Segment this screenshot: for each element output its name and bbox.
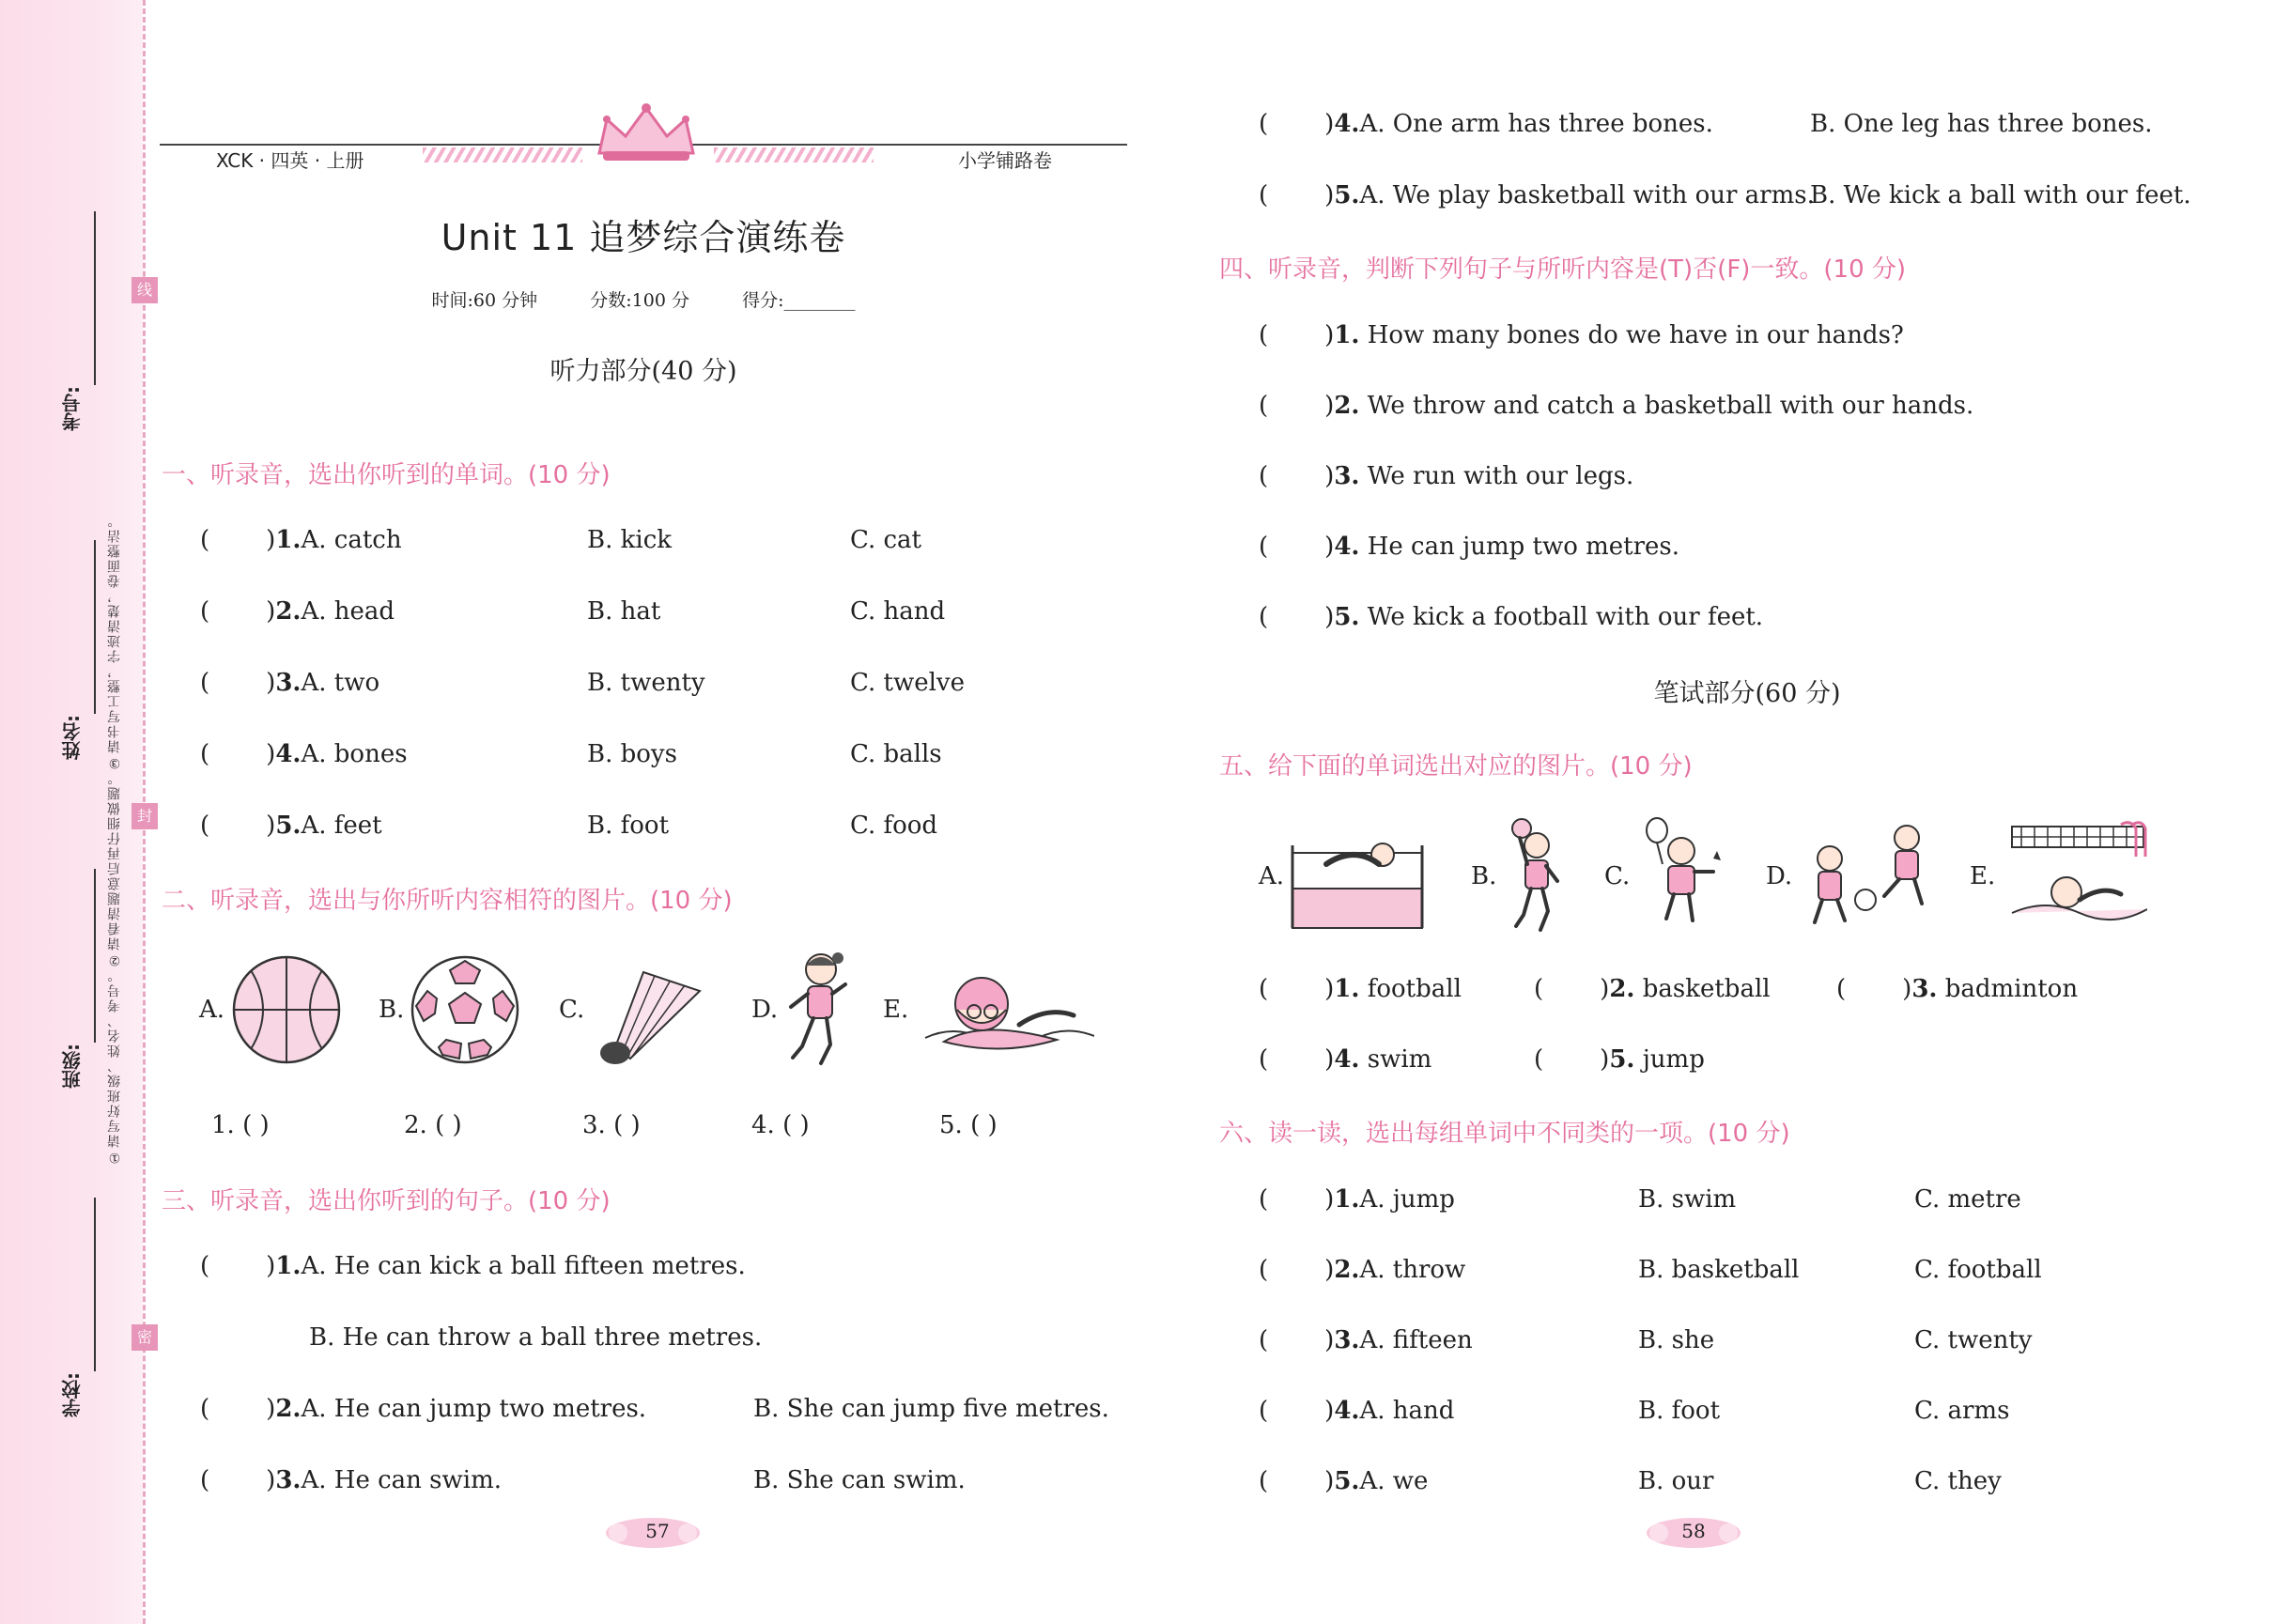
sec1-item-2: ( )2.A. head [200,597,395,626]
basketball-icon [230,953,343,1066]
class-line [94,869,96,1043]
header-right: 小学铺路卷 [958,149,1052,172]
sec3-item-1: ( )1.A. He can kick a ball fifteen metres. [200,1252,746,1280]
cut-mark-xian: 线 [132,277,158,303]
sec5-item-5: ( )5. jump [1534,1045,1705,1074]
sec4-item-1: ( )1. How many bones do we have in our hands? [1259,321,1904,349]
sec2-answer-1: 1. ( ) [211,1111,270,1139]
exam-no-line [94,211,96,385]
high-jump-icon [1289,827,1426,930]
section1-title: 一、听录音，选出你听到的单词。(10 分) [162,461,611,489]
sec6-item-5-b: B. our [1638,1467,1714,1495]
sec2-label-e: E. [883,996,909,1024]
sec6-item-3-b: B. she [1638,1326,1715,1354]
sec6-item-1: ( )1.A. jump [1259,1185,1455,1214]
sec2-answer-3: 3. ( ) [582,1111,641,1139]
sec1-item-1: ( )1.A. catch [200,526,402,554]
sec6-item-1-b: B. swim [1638,1185,1737,1214]
football-players-icon [1802,817,1942,935]
time-info: 时间:60 分钟 [431,290,538,311]
sec4-item-4: ( )4. He can jump two metres. [1259,533,1680,561]
name-line [94,540,96,714]
listening-heading: 听力部分(40 分) [549,357,737,386]
sec3-item-5: ( )5.A. We play basketball with our arms. [1259,181,1815,209]
section5-title: 五、给下面的单词选出对应的图片。(10 分) [1219,752,1693,781]
sec5-label-c: C. [1604,862,1631,890]
sec1-item-3: ( )3.A. two [200,669,380,697]
sec6-item-5: ( )5.A. we [1259,1467,1429,1495]
sec1-item-1-b: B. kick [587,526,673,554]
sec5-item-3: ( )3. badminton [1836,975,2079,1003]
sec2-answer-5: 5. ( ) [939,1111,998,1139]
sec6-item-4-c: C. arms [1914,1397,2010,1425]
cut-mark-feng: 封 [132,803,158,829]
sec1-item-3-b: B. twenty [587,669,705,697]
sec6-item-2: ( )2.A. throw [1259,1256,1466,1284]
sec5-item-4: ( )4. swim [1259,1045,1432,1074]
sec5-item-1: ( )1. football [1259,975,1462,1003]
sec6-item-4: ( )4.A. hand [1259,1397,1455,1425]
sec5-label-b: B. [1471,862,1497,890]
sec1-item-2-c: C. hand [850,597,946,626]
section3-title: 三、听录音，选出你听到的句子。(10 分) [162,1187,611,1215]
sec2-answer-4: 4. ( ) [751,1111,810,1139]
page-title: Unit 11 追梦综合演练卷 [441,217,846,258]
page-header [160,99,1127,183]
section2-title: 二、听录音，选出与你所听内容相符的图片。(10 分) [162,887,733,915]
sec3-item-4: ( )4.A. One arm has three bones. [1259,110,1713,138]
sec1-item-1-c: C. cat [850,526,922,554]
sec6-item-5-c: C. they [1914,1467,2002,1495]
sec3-item-2-b: B. She can jump five metres. [753,1395,1109,1423]
page-number-right: 58 [1681,1520,1706,1542]
sec1-item-4-c: C. balls [850,740,942,768]
section4-title: 四、听录音，判断下列句子与所听内容是(T)否(F)一致。(10 分) [1219,255,1907,284]
sec6-item-3: ( )3.A. fifteen [1259,1326,1473,1354]
header-left: XCK · 四英 · 上册 [216,149,364,172]
sec4-item-5: ( )5. We kick a football with our feet. [1259,603,1764,631]
got-score: 得分:________ [742,290,856,311]
sec3-item-4-b: B. One leg has three bones. [1810,110,2153,138]
binding-note: ①请写好班级、姓名、考号。②请看清题意后再仔细做题。③请书写工整，字迹清楚，卷面整洁。 [107,513,122,1165]
sec3-item-3: ( )3.A. He can swim. [200,1466,503,1494]
sec2-label-d: D. [751,996,779,1024]
sec1-item-4-b: B. boys [587,740,677,768]
name-label: 姓名: [61,715,84,760]
sec2-label-c: C. [559,996,585,1024]
sec5-item-2: ( )2. basketball [1534,975,1771,1003]
shuttlecock-icon [587,953,719,1066]
sec2-label-b: B. [379,996,405,1024]
page-number-left: 57 [645,1520,670,1542]
sec3-item-1-b: B. He can throw a ball three metres. [309,1323,763,1352]
sec6-item-1-c: C. metre [1914,1185,2021,1214]
sec4-item-3: ( )3. We run with our legs. [1259,462,1634,490]
sec1-item-5-b: B. foot [587,812,670,840]
header-hatch-right [714,147,874,162]
school-line [94,1198,96,1371]
crown-logo-icon [590,99,703,166]
cut-mark-mi: 密 [132,1324,158,1351]
score-info: 分数:100 分 [590,290,689,311]
badminton-player-icon [1634,817,1728,935]
exam-no-label: 考号: [61,386,84,431]
school-label: 学校: [61,1372,84,1417]
exam-meta [160,286,1127,312]
sec6-item-2-c: C. football [1914,1256,2042,1284]
section6-title: 六、读一读，选出每组单词中不同类的一项。(10 分) [1219,1120,1790,1148]
sec3-item-5-b: B. We kick a ball with our feet. [1810,181,2191,209]
sec5-label-d: D. [1766,862,1793,890]
sec4-item-2: ( )2. We throw and catch a basketball with our hands. [1259,392,1974,420]
sec5-label-a: A. [1259,862,1285,890]
sec2-answer-2: 2. ( ) [404,1111,462,1139]
sec1-item-2-b: B. hat [587,597,661,626]
sec6-item-4-b: B. foot [1638,1397,1721,1425]
football-icon [409,953,521,1066]
basketball-player-icon [1503,817,1569,935]
header-hatch-left [423,147,582,162]
sec1-item-5-c: C. food [850,812,938,840]
sec6-item-3-c: C. twenty [1914,1326,2033,1354]
sec1-item-3-c: C. twelve [850,669,965,697]
swimmer-icon [916,963,1094,1057]
sec5-label-e: E. [1970,862,1996,890]
sec2-label-a: A. [199,996,225,1024]
sec3-item-3-b: B. She can swim. [753,1466,966,1494]
sec1-item-5: ( )5.A. feet [200,812,382,840]
class-label: 班级: [61,1044,84,1089]
sec1-item-4: ( )4.A. bones [200,740,408,768]
swimming-pool-icon [2008,819,2147,930]
sec3-item-2: ( )2.A. He can jump two metres. [200,1395,647,1423]
running-girl-icon [780,949,855,1071]
writing-heading: 笔试部分(60 分) [1653,679,1841,708]
sec6-item-2-b: B. basketball [1638,1256,1800,1284]
